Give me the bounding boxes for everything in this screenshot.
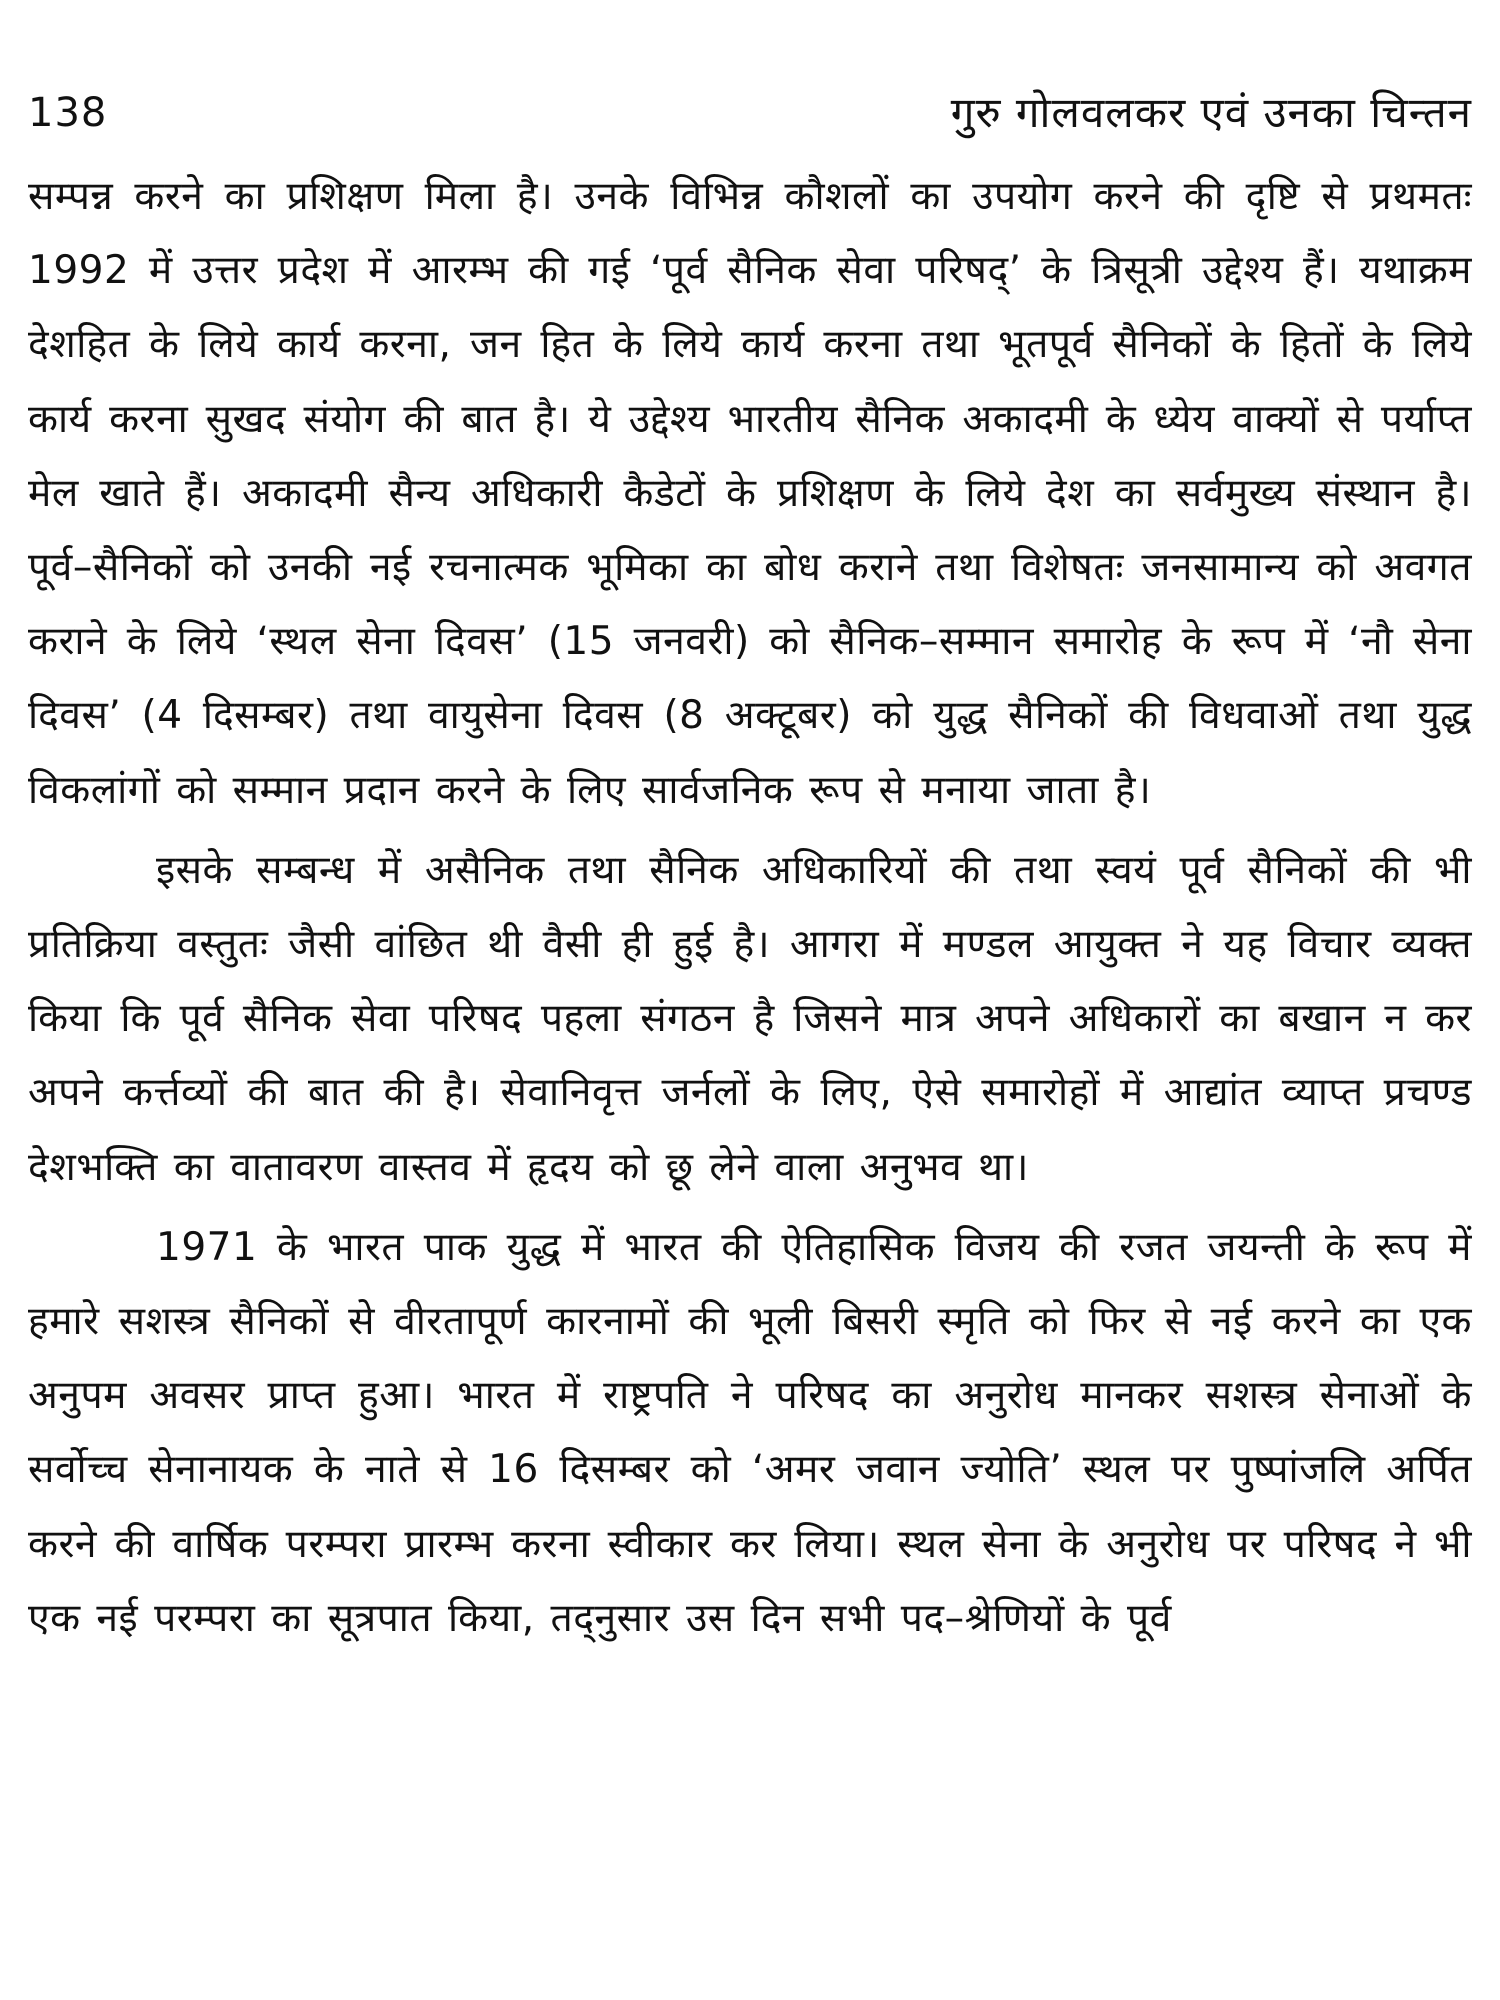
page-number: 138 — [28, 90, 108, 136]
paragraph-1: सम्पन्न करने का प्रशिक्षण मिला है। उनके विभिन्न कौशलों का उपयोग करने की दृष्टि से प्रथमतः 1992 में उत्तर प्रदेश में आरम्भ की गई ‘पूर्व सैनिक सेवा परिषद्’ के त्रिसूत्री उद्देश्य हैं। यथाक्रम देशहित के लिये कार्य करना, जन हित के लिये कार्य करना तथा भूतपूर्व सैनिकों के हितों के लिये कार्य करना सुखद संयोग की बात है। ये उद्देश्य भारतीय सैनिक अकादमी के ध्येय वाक्यों से पर्याप्त मेल खाते हैं। अकादमी सैन्य अधिकारी कैडेटों के प्रशिक्षण के लिये देश का सर्वमुख्य संस्थान है। पूर्व–सैनिकों को उनकी नई रचनात्मक भूमिका का बोध कराने तथा विशेषतः जनसामान्य को अवगत कराने के लिये ‘स्थल सेना दिवस’ (15 जनवरी) को सैनिक–सम्मान समारोह के रूप में ‘नौ सेना दिवस’ (4 दिसम्बर) तथा वायुसेना दिवस (8 अक्टूबर) को युद्ध सैनिकों की विधवाओं तथा युद्ध विकलांगों को सम्मान प्रदान करने के लिए सार्वजनिक रूप से मनाया जाता है। — [28, 174, 1472, 813]
paragraph-2: इसके सम्बन्ध में असैनिक तथा सैनिक अधिकारियों की तथा स्वयं पूर्व सैनिकों की भी प्रतिक्रिया वस्तुतः जैसी वांछित थी वैसी ही हुई है। आगरा में मण्डल आयुक्त ने यह विचार व्यक्त किया कि पूर्व सैनिक सेवा परिषद पहला संगठन है जिसने मात्र अपने अधिकारों का बखान न कर अपने कर्त्तव्यों की बात की है। सेवानिवृत्त जर्नलों के लिए, ऐसे समारोहों में आद्यांत व्याप्त प्रचण्ड देशभक्ति का वातावरण वास्तव में हृदय को छू लेने वाला अनुभव था। — [28, 847, 1472, 1190]
running-head — [28, 78, 1472, 148]
paragraph-3: 1971 के भारत पाक युद्ध में भारत की ऐतिहासिक विजय की रजत जयन्ती के रूप में हमारे सशस्त्र सैनिकों से वीरतापूर्ण कारनामों की भूली बिसरी स्मृति को फिर से नई करने का एक अनुपम अवसर प्राप्त हुआ। भारत में राष्ट्रपति ने परिषद का अनुरोध मानकर सशस्त्र सेनाओं के सर्वोच्च सेनानायक के नाते से 16 दिसम्बर को ‘अमर जवान ज्योति’ स्थल पर पुष्पांजलि अर्पित करने की वार्षिक परम्परा प्रारम्भ करना स्वीकार कर लिया। स्थल सेना के अनुरोध पर परिषद ने भी एक नई परम्परा का सूत्रपात किया, तद्नुसार उस दिन सभी पद–श्रेणियों के पूर्व — [28, 1224, 1472, 1641]
body-text — [28, 160, 1472, 1656]
running-head-title: गुरु गोलवलकर एवं उनका चिन्तन — [950, 88, 1472, 137]
